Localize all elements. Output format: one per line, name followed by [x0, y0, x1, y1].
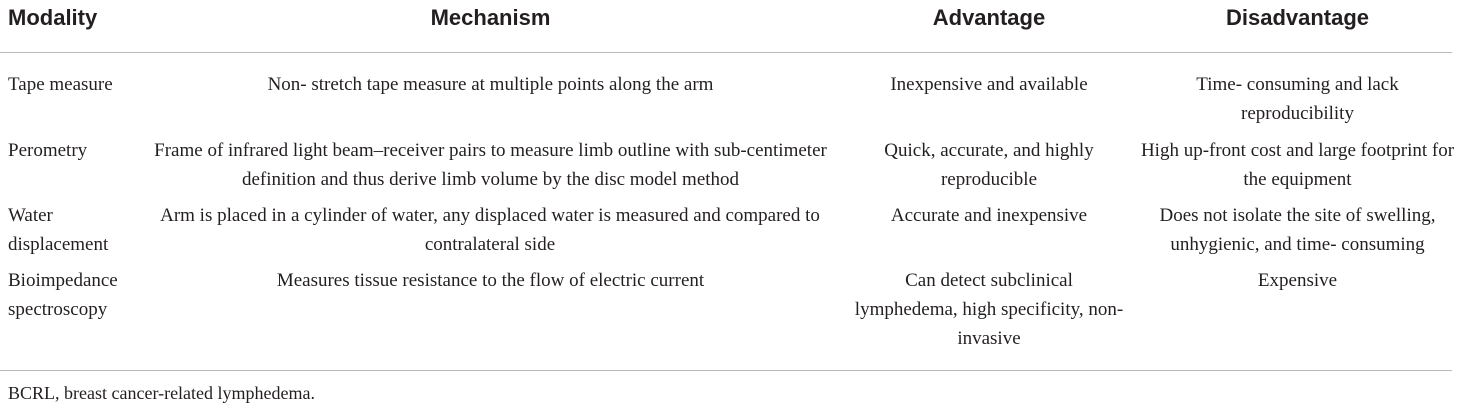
header-advantage: Advantage: [932, 5, 1046, 30]
cell-disadvantage: Does not isolate the site of swelling, unhygienic, and time- consuming: [1159, 205, 1436, 255]
table-footnote: BCRL, breast cancer-related lymphedema.: [8, 383, 316, 403]
header-divider: [0, 52, 1452, 53]
cell-modality: Water displacement: [8, 205, 109, 255]
cell-modality: Bioimpedance spectroscopy: [8, 270, 118, 320]
cell-advantage: Accurate and inexpensive: [890, 205, 1088, 226]
cell-modality: Tape measure: [8, 74, 113, 95]
cell-mechanism: Non- stretch tape measure at multiple points along the arm: [267, 74, 714, 95]
header-mechanism: Mechanism: [430, 5, 551, 30]
cell-advantage: Inexpensive and available: [890, 74, 1088, 95]
cell-mechanism: Arm is placed in a cylinder of water, any displaced water is measured and compared to contralateral side: [160, 205, 820, 255]
header-disadvantage: Disadvantage: [1225, 5, 1370, 30]
cell-mechanism: Frame of infrared light beam–receiver pairs to measure limb outline with sub-centimeter definition and thus derive limb volume by the disc model method: [154, 140, 827, 190]
cell-modality: Perometry: [8, 140, 88, 161]
cell-disadvantage: High up-front cost and large footprint for the equipment: [1140, 140, 1455, 190]
cell-mechanism: Measures tissue resistance to the flow of electric current: [276, 270, 705, 291]
cell-advantage: Quick, accurate, and highly reproducible: [884, 140, 1094, 190]
cell-disadvantage: Expensive: [1257, 270, 1338, 291]
header-modality: Modality: [8, 5, 98, 30]
cell-disadvantage: Time- consuming and lack reproducibility: [1196, 74, 1399, 124]
cell-advantage: Can detect subclinical lymphedema, high specificity, non-invasive: [854, 270, 1124, 349]
table-bottom-divider: [0, 370, 1452, 371]
